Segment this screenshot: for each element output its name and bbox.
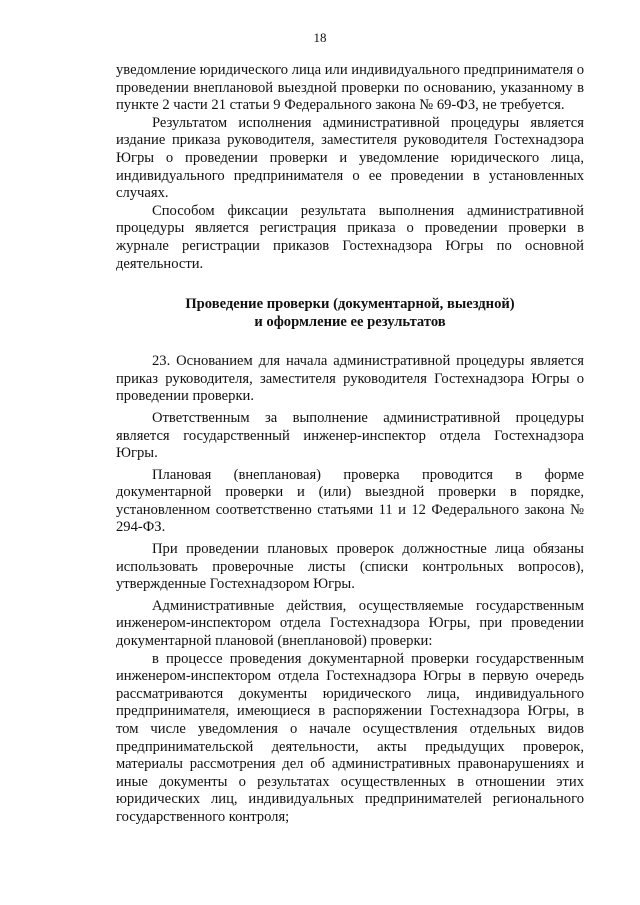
paragraph-checklists: При проведении плановых проверок должностные лица обязаны использовать проверочные листы (списки контрольных вопросов), утвержденные Гостехнадзором Югры. xyxy=(116,541,584,593)
paragraph-inspection-form: Плановая (внеплановая) проверка проводится в форме документарной проверки и (или) выездной проверки в порядке, установленном соответственно статьями 11 и 12 Федерального закона № 294-ФЗ. xyxy=(116,466,584,536)
paragraph-actions: Административные действия, осуществляемые государственным инженером-инспектором отдела Гостехнадзора Югры, при проведении документарной плановой (внеплановой) проверки: xyxy=(116,597,584,650)
paragraph-item-23: 23. Основанием для начала административной процедуры является приказ руководителя, заместителя руководителя Гостехнадзора Югры о проведении проверки. xyxy=(116,353,584,405)
section-heading xyxy=(116,295,584,331)
paragraph-continuation: уведомление юридического лица или индивидуального предпринимателя о проведении внеплановой выездной проверки по основанию, указанному в пункте 2 части 21 статьи 9 Федерального закона № 69-ФЗ, не требуется. xyxy=(116,62,584,114)
paragraph-result: Результатом исполнения административной процедуры является издание приказа руководителя, заместителя руководителя Гостехнадзора Югры о проведении проверки и уведомление юридического лица, индивидуального предпринимателя о ее проведении в установленных случаях. xyxy=(116,114,584,202)
section-heading-line2: и оформление ее результатов xyxy=(254,314,446,331)
paragraph-fixation: Способом фиксации результата выполнения административной процедуры является регистрация приказа о проведении проверки в журнале регистрации приказов Гостехнадзора Югры по основной деятельности. xyxy=(116,202,584,272)
document-body xyxy=(116,62,584,827)
paragraph-responsible: Ответственным за выполнение административной процедуры является государственный инженер-инспектор отдела Гостехнадзора Югры. xyxy=(116,409,584,462)
paragraph-documentary-process: в процессе проведения документарной проверки государственным инженером-инспектором отдела Гостехнадзора Югры в первую очередь рассматриваются документы юридического лица, индивидуального предпринимателя, имеющиеся в распоряжении Гостехнадзора Югры, в том числе уведомления о начале осуществления отдельных видов предпринимательской деятельности, акты предыдущих проверок, материалы рассмотрения дел об административных правонарушениях и иные документы о результатах осуществленных в отношении этих юридических лиц, индивидуальных предпринимателей регионального государственного контроля; xyxy=(116,650,584,825)
page-number: 18 xyxy=(313,30,327,45)
section-heading-line1: Проведение проверки (документарной, выездной) xyxy=(185,296,515,313)
